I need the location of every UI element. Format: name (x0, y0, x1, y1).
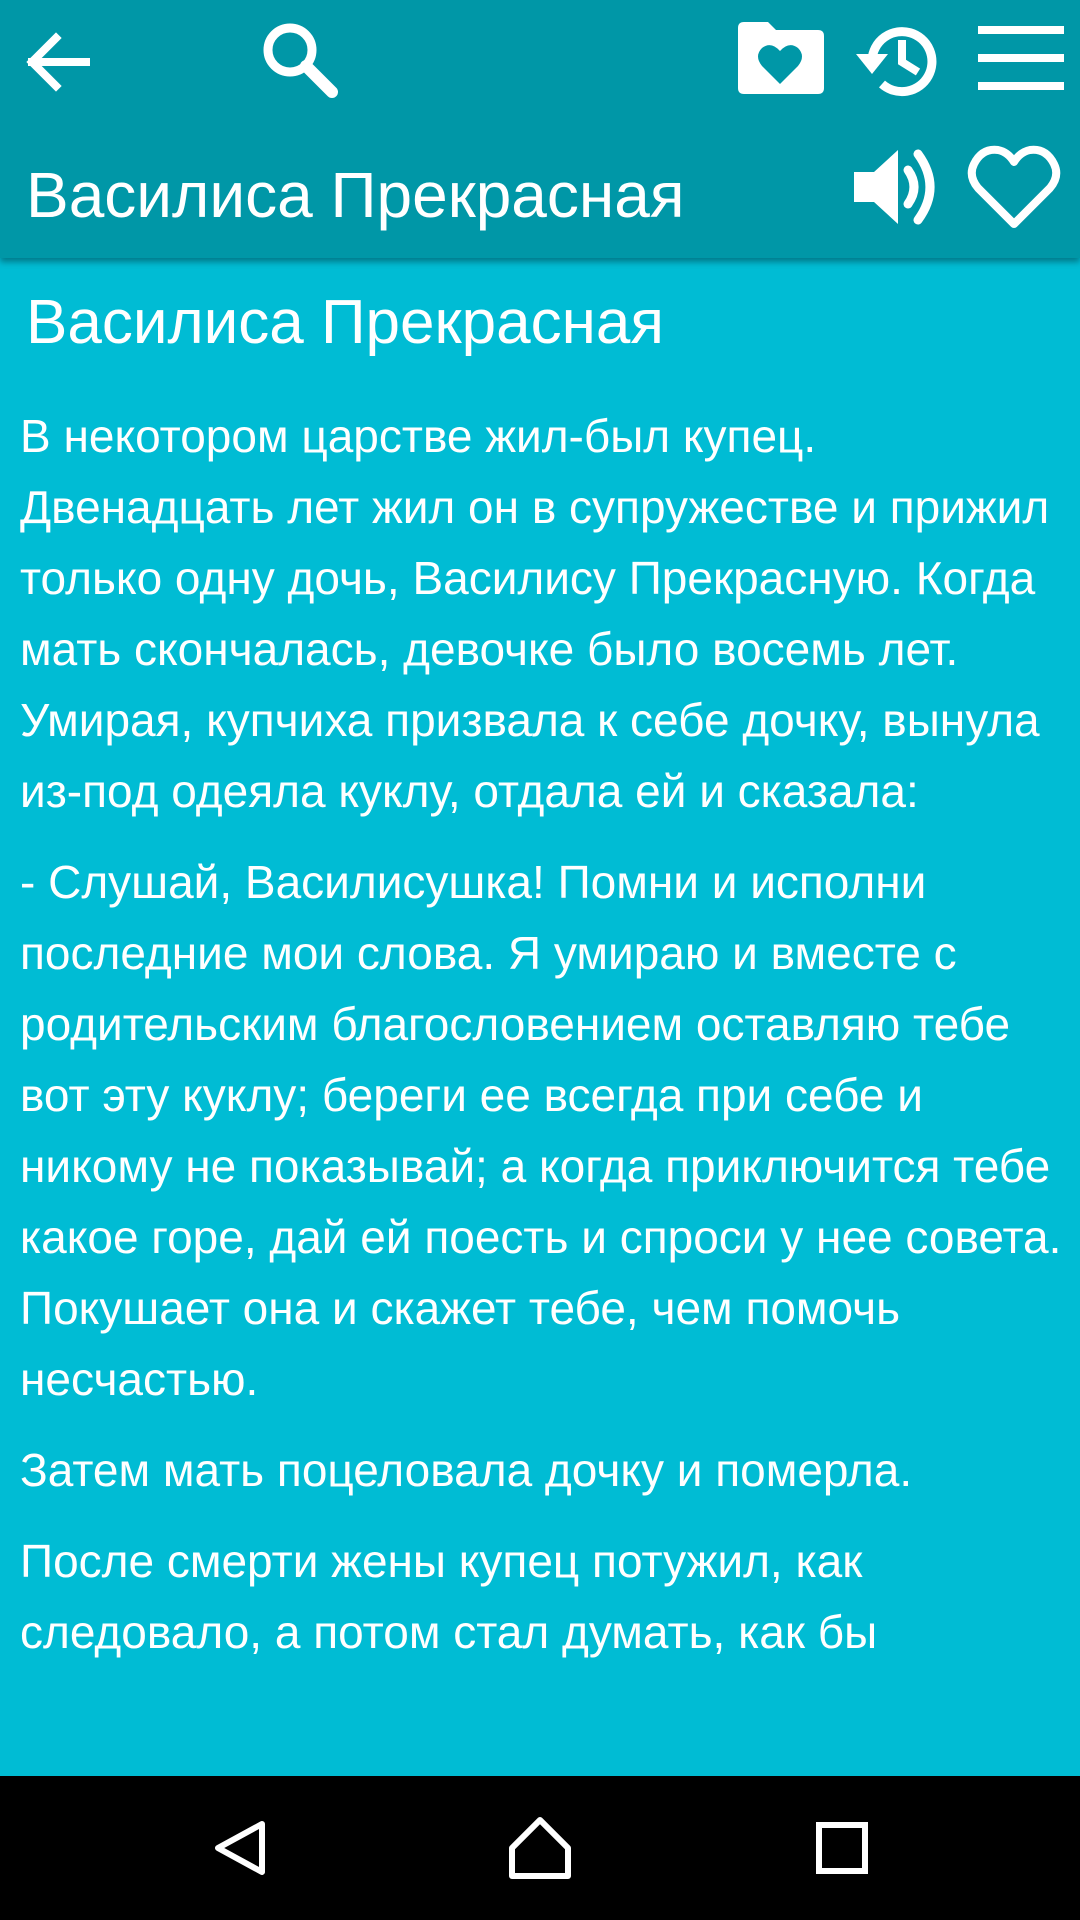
toolbar (0, 0, 1080, 258)
story-paragraph: - Слушай, Василисушка! Помни и исполни последние мои слова. Я умираю и вместе с родительским благословением оставляю тебе вот эту куклу; береги ее всегда при себе и никому не показывай; а когда приключится тебе какое горе, дай ей поесть и спроси у нее совета. Покушает она и скажет тебе, чем помочь несчастью. (20, 856, 1062, 1405)
search-icon[interactable] (254, 14, 344, 104)
story-content[interactable] (0, 258, 1080, 1776)
story-text (20, 401, 1072, 1688)
system-navbar (0, 1776, 1080, 1920)
story-paragraph: В некотором царстве жил-был купец. Двенадцать лет жил он в супружестве и прижил только одну дочь, Василису Прекрасную. Когда мать скончалась, девочке было восемь лет. Умирая, купчиха призвала к себе дочку, вынула из-под одеяла куклу, отдала ей и сказала: (20, 410, 1050, 817)
heart-icon[interactable] (966, 142, 1062, 232)
favorites-folder-icon[interactable] (734, 20, 826, 96)
story-paragraph: После смерти жены купец потужил, как следовало, а потом стал думать, как бы (20, 1535, 878, 1658)
back-arrow-icon[interactable] (18, 22, 98, 102)
nav-home-icon[interactable] (508, 1816, 572, 1880)
story-paragraph: Затем мать поцеловала дочку и померла. (20, 1444, 913, 1496)
speaker-icon[interactable] (850, 142, 946, 232)
nav-back-icon[interactable] (210, 1818, 270, 1878)
nav-recents-icon[interactable] (816, 1822, 868, 1874)
toolbar-title: Василиса Прекрасная (26, 159, 685, 231)
story-title: Василиса Прекрасная (26, 288, 664, 357)
history-icon[interactable] (848, 14, 946, 104)
menu-icon[interactable] (978, 26, 1064, 90)
